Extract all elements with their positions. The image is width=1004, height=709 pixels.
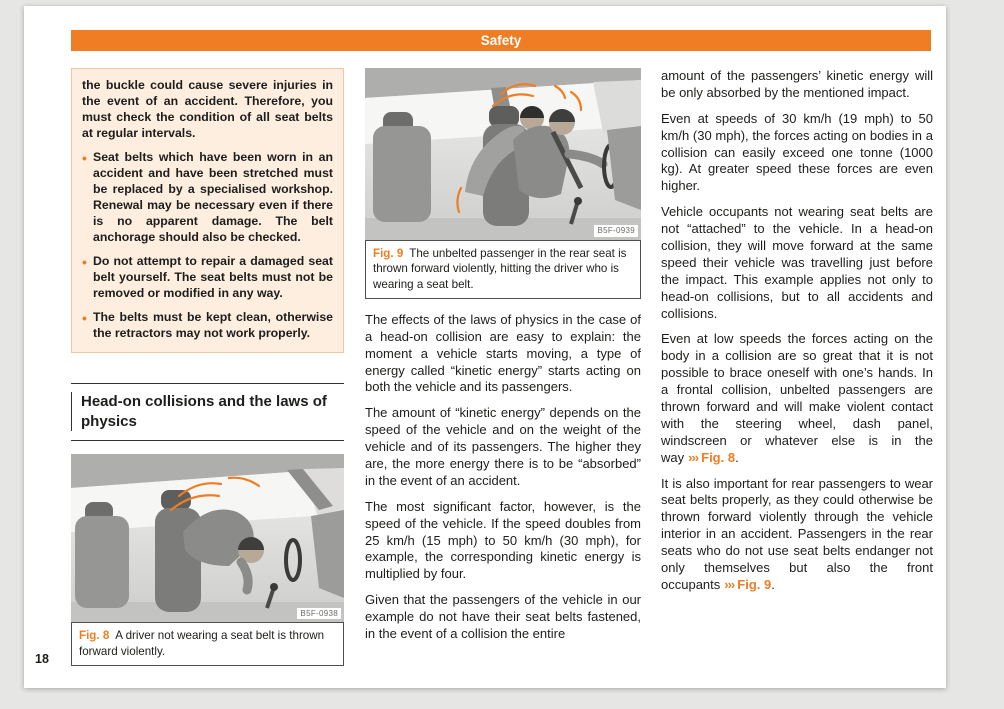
paragraph: Vehicle occupants not wearing seat belts are not “attached” to the vehicle. In a head-on collision, they will move forward at the same speed their vehicle was travelling just before the impact. This example applies not only to head-on collisions, but to all accidents and collisions. xyxy=(661,204,933,321)
warning-box xyxy=(71,68,344,353)
section-heading xyxy=(71,383,344,442)
paragraph: Given that the passengers of the vehicle in our example do not have their seat belts fastened, in the event of a collision the entire xyxy=(365,592,641,642)
middle-column xyxy=(365,68,641,652)
paragraph-text: It is also important for rear passengers to wear seat belts properly, as they could otherwise be thrown forward violently through the vehicle interior in an accident. Passengers in the rear seats who do not use seat belts endanger not only themselves but also the front occupants xyxy=(661,475,933,592)
warning-bullet-item: • The belts must be kept clean, otherwise the retractors may not work properly. xyxy=(82,310,333,342)
fig8-cross-reference: Fig. 8 xyxy=(701,449,736,465)
warning-intro-text: the buckle could cause severe injuries in the event of an accident. Therefore, you must check the condition of all seat belts at regular intervals. xyxy=(82,78,333,140)
cross-ref-arrows: ››› xyxy=(724,576,735,592)
section-header-bar xyxy=(71,30,931,51)
fig8-caption-label: Fig. 8 xyxy=(79,629,110,643)
cross-ref-arrows: ››› xyxy=(688,449,699,465)
fig9-caption-text: The unbelted passenger in the rear seat is thrown forward violently, hitting the driver who is wearing a seat belt. xyxy=(373,247,627,291)
fig8-caption xyxy=(71,622,344,666)
fig9-caption xyxy=(365,240,641,299)
right-column xyxy=(661,68,933,603)
ref-period: . xyxy=(771,576,775,592)
paragraph: Even at speeds of 30 km/h (19 mph) to 50 km/h (30 mph), the forces acting on bodies in a collision can easily exceed one tonne (1000 kg). At greater speed these forces are even higher. xyxy=(661,110,933,194)
ref-period: . xyxy=(735,449,739,465)
fig9-cross-reference: Fig. 9 xyxy=(737,576,772,592)
fig9-code-label: B5F-0939 xyxy=(594,225,638,237)
fig8-illustration xyxy=(71,454,344,622)
paragraph: The amount of “kinetic energy” depends on the speed of the vehicle and on the weight of the vehicle and of its passengers. The higher they are, the more energy there is to be “absorbed” in the event of an accident. xyxy=(365,405,641,488)
paragraph xyxy=(661,476,933,594)
paragraph: The most significant factor, however, is the speed of the vehicle. If the speed doubles from 25 km/h (15 mph) to 50 km/h (30 mph), for example, the corresponding kinetic energy is multiplied by four. xyxy=(365,498,641,582)
section-heading-text: Head-on collisions and the laws of physics xyxy=(71,392,344,432)
warning-bullet-item: • Seat belts which have been worn in an accident and have been stretched must be replaced by a specialised workshop. Renewal may be necessary even if there is no apparent damage. The belt anchorage should also be checked. xyxy=(82,150,333,246)
left-column xyxy=(71,68,344,666)
manual-page xyxy=(24,6,946,688)
fig8-code-label: B5F-0938 xyxy=(297,608,341,620)
paragraph-text: Even at low speeds the forces acting on the body in a collision are so great that it is not possible to brace oneself with one’s hands. In a frontal collision, unbelted passengers are thrown forward and will make violent contact with the steering wheel, dash panel, windscreen or whatever else is in the way xyxy=(661,331,933,465)
fig8-caption-text: A driver not wearing a seat belt is thrown forward violently. xyxy=(79,629,325,658)
page-number: 18 xyxy=(35,652,49,666)
section-header-title: Safety xyxy=(480,33,522,48)
fig9-caption-label: Fig. 9 xyxy=(373,247,404,260)
fig9-illustration xyxy=(365,68,641,240)
warning-bullet-item: • Do not attempt to repair a damaged seat belt yourself. The seat belts must not be removed or modified in any way. xyxy=(82,254,333,302)
paragraph: amount of the passengers’ kinetic energy will be only absorbed by the mentioned impact. xyxy=(661,68,933,100)
paragraph xyxy=(661,331,933,466)
paragraph: The effects of the laws of physics in the case of a head-on collision are easy to explain: the moment a vehicle starts moving, a type of energy called “kinetic energy” starts acting on both the vehicle and its passengers. xyxy=(365,311,641,395)
figure-9 xyxy=(365,68,641,299)
figure-8 xyxy=(71,454,344,666)
